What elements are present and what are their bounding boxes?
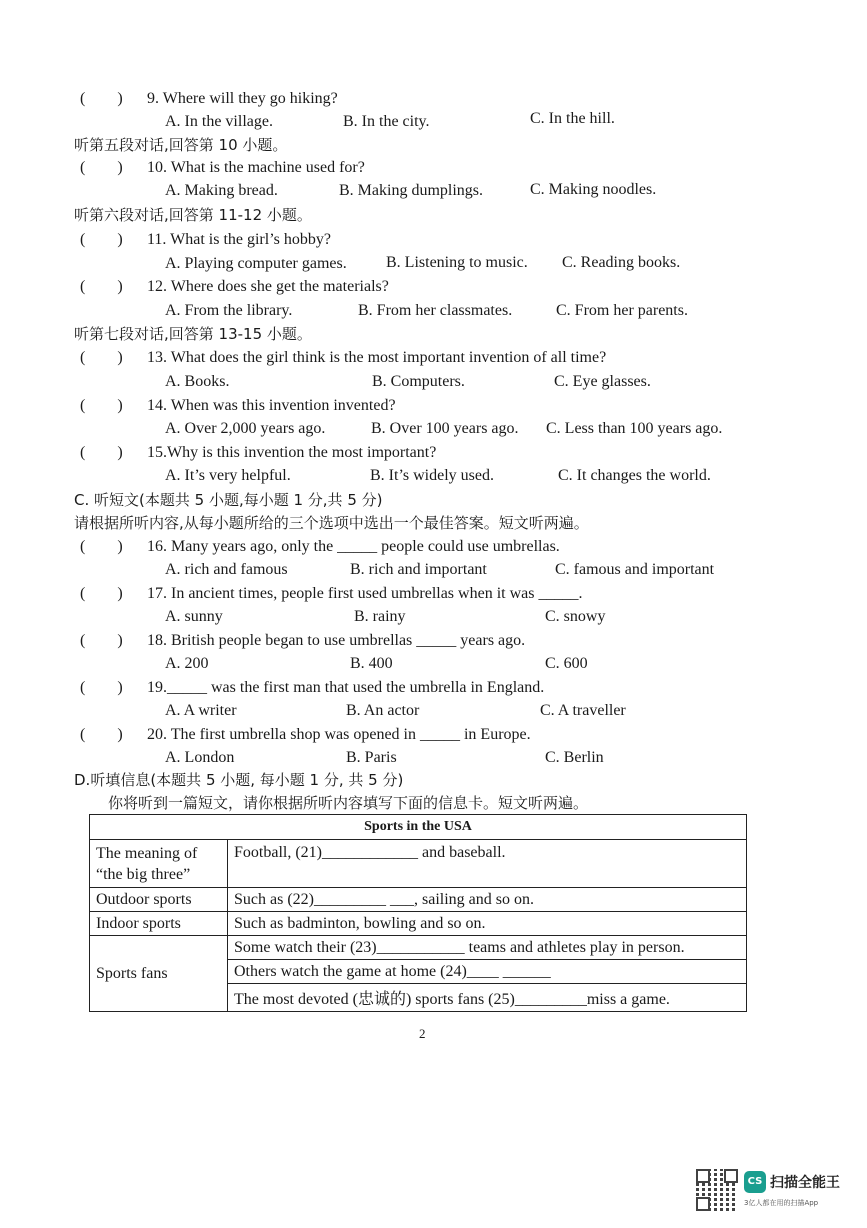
option-c: C. Berlin <box>545 749 604 766</box>
question-15: 15.Why is this invention the most important? <box>147 444 437 461</box>
option-b: B. It’s widely used. <box>370 467 494 484</box>
option-b: B. 400 <box>350 655 393 672</box>
question-9: 9. Where will they go hiking? <box>147 90 338 107</box>
info-card-table <box>89 814 747 1012</box>
option-b: B. Listening to music. <box>386 254 528 271</box>
option-b: B. Making dumplings. <box>339 182 484 199</box>
question-16: 16. Many years ago, only the _____ people could use umbrellas. <box>147 538 560 555</box>
option-b: B. Over 100 years ago. <box>371 420 519 437</box>
option-c: C. Making noodles. <box>530 181 657 198</box>
blank-21-cell[interactable]: Football, (21)____________ and baseball. <box>228 840 747 888</box>
answer-bracket: ( ) <box>80 444 123 461</box>
section-d-instructions: 你将听到一篇短文，请你根据所听内容填写下面的信息卡。短文听两遍。 <box>108 794 589 812</box>
question-18: 18. British people began to use umbrellas _____ years ago. <box>147 632 526 649</box>
option-c: C. snowy <box>545 608 606 625</box>
app-tagline: 3亿人都在用的扫描App <box>744 1199 819 1207</box>
blank-22-cell[interactable]: Such as (22)_________ ___, sailing and so on. <box>228 888 747 912</box>
answer-bracket: ( ) <box>80 397 123 414</box>
question-20: 20. The first umbrella shop was opened in _____ in Europe. <box>147 726 531 743</box>
scanner-watermark <box>696 1169 856 1213</box>
option-a: A. Playing computer games. <box>165 255 347 272</box>
table-row-label: Sports fans <box>90 936 228 1012</box>
qr-code-icon <box>696 1169 738 1211</box>
answer-bracket: ( ) <box>80 726 123 743</box>
blank-25-cell[interactable]: The most devoted (忠诚的) sports fans (25)_________miss a game. <box>228 984 747 1012</box>
option-c: C. Less than 100 years ago. <box>546 420 723 437</box>
option-a: A. sunny <box>165 608 223 625</box>
dialogue-7-header: 听第七段对话,回答第 13-15 小题。 <box>74 325 312 343</box>
camscanner-logo-icon: CS <box>744 1171 766 1193</box>
answer-bracket: ( ) <box>80 231 123 248</box>
app-name: 扫描全能王 <box>770 1175 840 1191</box>
section-d-title: D.听填信息(本题共 5 小题, 每小题 1 分, 共 5 分) <box>74 771 404 789</box>
question-11: 11. What is the girl’s hobby? <box>147 231 331 248</box>
question-17: 17. In ancient times, people first used umbrellas when it was _____. <box>147 585 583 602</box>
option-b: B. rich and important <box>350 561 487 578</box>
section-c-instructions: 请根据所听内容,从每小题所给的三个选项中选出一个最佳答案。短文听两遍。 <box>74 514 589 532</box>
answer-bracket: ( ) <box>80 90 123 107</box>
question-10: 10. What is the machine used for? <box>147 159 365 176</box>
answer-bracket: ( ) <box>80 159 123 176</box>
option-a: A. 200 <box>165 655 209 672</box>
option-a: A. In the village. <box>165 113 273 130</box>
option-c: C. Eye glasses. <box>554 373 651 390</box>
option-b: B. In the city. <box>343 113 430 130</box>
option-c: C. It changes the world. <box>558 467 711 484</box>
option-b: B. rainy <box>354 608 406 625</box>
option-a: A. Over 2,000 years ago. <box>165 420 326 437</box>
answer-bracket: ( ) <box>80 278 123 295</box>
option-b: B. Paris <box>346 749 397 766</box>
option-c: C. famous and important <box>555 561 715 578</box>
option-c: C. In the hill. <box>530 110 615 127</box>
table-row-label: Indoor sports <box>90 912 228 936</box>
section-c-title: C. 听短文(本题共 5 小题,每小题 1 分,共 5 分) <box>74 491 383 509</box>
option-b: B. Computers. <box>372 373 465 390</box>
table-cell: Such as badminton, bowling and so on. <box>228 912 747 936</box>
answer-bracket: ( ) <box>80 585 123 602</box>
option-a: A. London <box>165 749 235 766</box>
page-number: 2 <box>419 1026 426 1041</box>
option-b: B. An actor <box>346 702 420 719</box>
option-a: A. Books. <box>165 373 230 390</box>
question-19: 19._____ was the first man that used the umbrella in England. <box>147 679 545 696</box>
question-13: 13. What does the girl think is the most important invention of all time? <box>147 349 607 366</box>
option-b: B. From her classmates. <box>358 302 513 319</box>
option-c: C. From her parents. <box>556 302 688 319</box>
table-row-label: The meaning of “the big three” <box>90 840 228 888</box>
option-a: A. A writer <box>165 702 237 719</box>
answer-bracket: ( ) <box>80 632 123 649</box>
table-title: Sports in the USA <box>90 815 747 840</box>
blank-23-cell[interactable]: Some watch their (23)___________ teams and athletes play in person. <box>228 936 747 960</box>
dialogue-5-header: 听第五段对话,回答第 10 小题。 <box>74 136 288 154</box>
option-a: A. rich and famous <box>165 561 288 578</box>
blank-24-cell[interactable]: Others watch the game at home (24)____ ______ <box>228 960 747 984</box>
option-a: A. From the library. <box>165 302 293 319</box>
question-14: 14. When was this invention invented? <box>147 397 396 414</box>
table-row-label: Outdoor sports <box>90 888 228 912</box>
option-a: A. Making bread. <box>165 182 278 199</box>
answer-bracket: ( ) <box>80 349 123 366</box>
dialogue-6-header: 听第六段对话,回答第 11-12 小题。 <box>74 206 312 224</box>
answer-bracket: ( ) <box>80 538 123 555</box>
option-a: A. It’s very helpful. <box>165 467 291 484</box>
answer-bracket: ( ) <box>80 679 123 696</box>
option-c: C. Reading books. <box>562 254 681 271</box>
option-c: C. 600 <box>545 655 588 672</box>
option-c: C. A traveller <box>540 702 626 719</box>
question-12: 12. Where does she get the materials? <box>147 278 389 295</box>
